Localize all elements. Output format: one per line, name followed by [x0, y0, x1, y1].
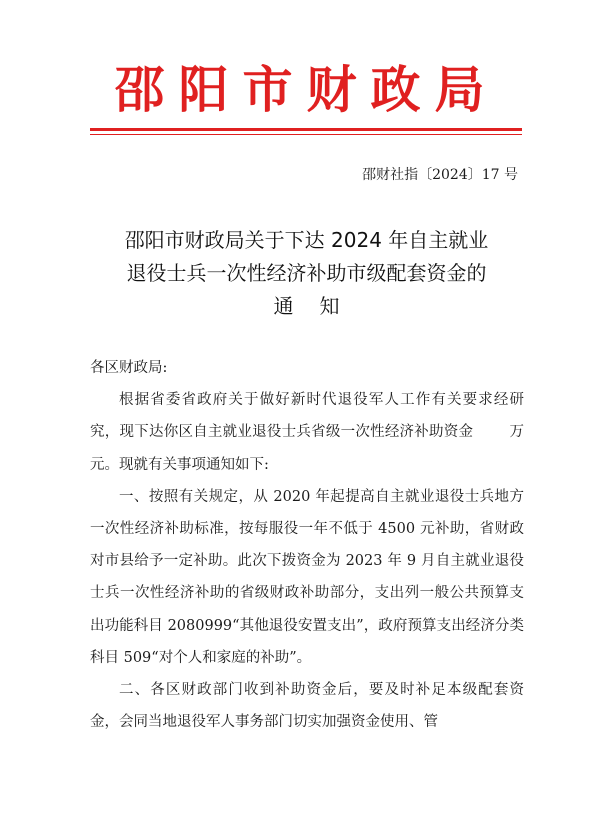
intro-text-part-1: 根据省委省政府关于做好新时代退役军人工作有关要求经研究，现下达你区自主就业退役士兵省级一次性经济补助资金 — [90, 392, 524, 441]
issuer-masthead: 邵阳市财政局 — [114, 60, 499, 119]
document-title — [60, 224, 553, 323]
intro-text-part-2: 万元。现就有关事项通知如下: — [90, 424, 525, 473]
document-body — [90, 352, 524, 738]
masthead-rule-thick — [90, 128, 522, 131]
title-line-1: 邵阳市财政局关于下达 2024 年自主就业 — [124, 228, 489, 252]
item-1-paragraph: 一、按照有关规定，从 2020 年起提高自主就业退役士兵地方一次性经济补助标准，按每服役一年不低于 4500 元补助，省财政对市县给予一定补助。此次下拨资金为 2023 年 9 月自主就业退役士兵一次性经济补助的省级财政补助部分，支出列一般公共预算支出功能科目 2080999“其他退役安置支出”，政府预算支出经济分类科目 509“对个人和家庭的补助”。 — [90, 488, 524, 666]
intro-paragraph — [90, 384, 524, 481]
title-line-2: 退役士兵一次性经济补助市级配套资金的 — [126, 261, 487, 285]
document-number: 邵财社指〔2024〕17 号 — [362, 167, 518, 183]
title-line-3: 通知 — [273, 294, 366, 318]
item-2-paragraph: 二、各区财政部门收到补助资金后，要及时补足本级配套资金，会同当地退役军人事务部门切实加强资金使用、管 — [90, 682, 524, 731]
salutation: 各区财政局: — [90, 360, 168, 376]
masthead-rule-thin — [90, 134, 522, 135]
